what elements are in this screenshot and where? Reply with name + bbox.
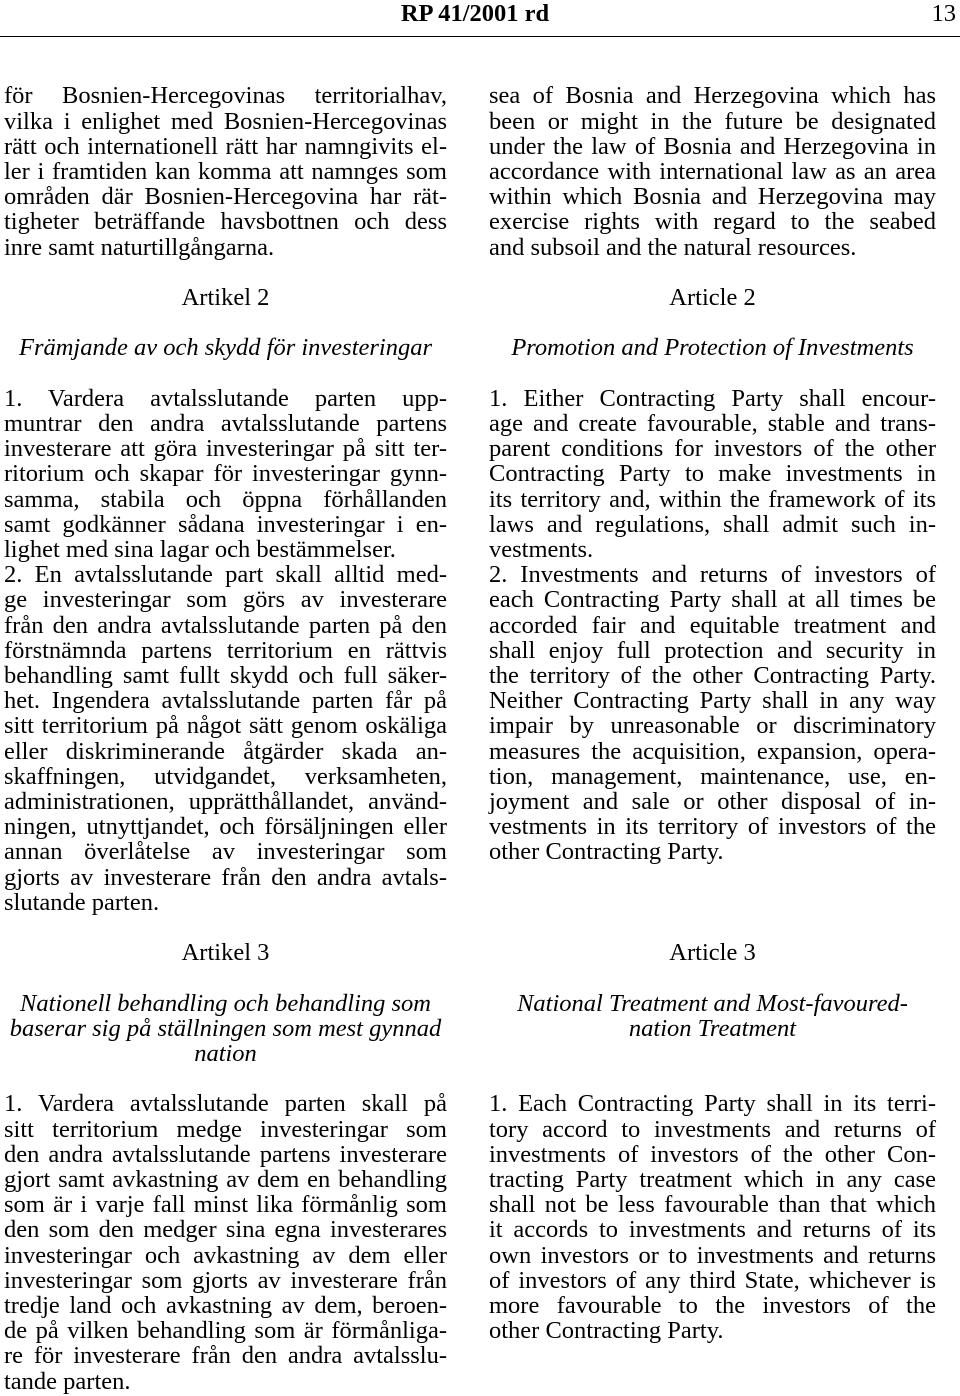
article-heading: Artikel 3 <box>181 939 270 967</box>
text-line: 1. Either Contracting Party shall encour- <box>489 384 936 412</box>
text-line: other Contracting Party. <box>489 1317 724 1345</box>
text-line: it accords to investments and returns of its <box>489 1216 936 1244</box>
text-line: områden där Bosnien-Hercegovina har rät- <box>4 183 447 211</box>
text-line: den andra avtalsslutande partens investerare <box>4 1140 447 1168</box>
text-line: administrationen, upprätthållandet, använd- <box>4 788 447 816</box>
paragraph <box>489 386 936 562</box>
article-title <box>4 335 447 360</box>
text-line: sea of Bosnia and Herzegovina which has <box>489 82 936 110</box>
paragraph <box>4 562 447 915</box>
text-line: own investors or to investments and returns <box>489 1241 936 1269</box>
article-heading: Article 2 <box>669 284 756 311</box>
text-line: 1. Each Contracting Party shall in its terri- <box>489 1090 936 1118</box>
text-line: muntrar den andra avtalsslutande partens <box>4 409 447 437</box>
swedish-column <box>4 0 447 1396</box>
intro-paragraph <box>489 83 936 259</box>
text-line: tory accord to investments and returns of <box>489 1115 936 1143</box>
text-line: gjort samt avkastning av dem en behandling <box>4 1165 447 1193</box>
text-line: vestments. <box>489 535 594 563</box>
text-line: shall not be less favourable than that which <box>489 1191 936 1219</box>
text-line: Contracting Party to make investments in <box>489 460 936 488</box>
article-title-line: Nationell behandling och behandling som <box>19 989 432 1017</box>
text-line: ritorium och skapar för investeringar gynn- <box>4 460 447 488</box>
text-line: samt godkänner sådana investeringar i en- <box>4 510 447 538</box>
text-line: het. Ingendera avtalsslutande parten får på <box>4 687 447 715</box>
text-line: measures the acquisition, expansion, opera- <box>489 737 936 765</box>
text-line: more favourable to the investors of the <box>489 1291 936 1319</box>
paragraph <box>489 562 936 864</box>
text-line: rätt och internationell rätt har namngivits el- <box>4 132 447 160</box>
text-line: från den andra avtalsslutande parten på den <box>4 611 447 639</box>
text-line: Neither Contracting Party shall in any way <box>489 687 936 715</box>
article-heading: Article 3 <box>669 939 756 967</box>
article-title-line: nation <box>194 1039 257 1067</box>
english-column <box>489 0 936 1396</box>
article-title <box>4 991 447 1067</box>
text-line: the territory of the other Contracting Party. <box>489 662 936 689</box>
article-2-section <box>489 285 936 865</box>
text-line: investeringar som gjorts av investerare från <box>4 1266 447 1294</box>
text-line: of investors of any third State, whichever is <box>489 1266 936 1294</box>
text-line: accordance with international law as an area <box>489 158 936 185</box>
article-3-section <box>489 940 936 1343</box>
article-3-section <box>4 940 447 1394</box>
text-line: laws and regulations, shall admit such in- <box>489 510 936 538</box>
article-title-line: nation Treatment <box>628 1014 797 1042</box>
article-title <box>489 991 936 1067</box>
article-title-line: Främjande av och skydd för investeringar <box>18 334 433 362</box>
intro-paragraph <box>4 83 447 259</box>
article-title-line: baserar sig på ställningen som mest gynnad <box>9 1014 442 1042</box>
article-title <box>489 335 936 360</box>
text-line: accorded fair and equitable treatment and <box>489 611 936 639</box>
text-line: annan överlåtelse av investeringar som <box>4 838 447 866</box>
text-line: de på vilken behandling som är förmånliga- <box>4 1317 447 1345</box>
text-line: för Bosnien-Hercegovinas territorialhav, <box>4 82 447 110</box>
text-line: skaffningen, utvidgandet, verksamheten, <box>4 762 447 790</box>
text-line: parent conditions for investors of the other <box>489 435 936 463</box>
text-line: tigheter beträffande havsbottnen och dess <box>4 208 447 236</box>
text-line: and subsoil and the natural resources. <box>489 233 857 261</box>
text-line: re för investerare från den andra avtalsslu- <box>4 1342 447 1370</box>
text-line: sitt territorium medge investeringar som <box>4 1115 447 1143</box>
article-title-line: National Treatment and Most-favoured- <box>517 989 908 1017</box>
text-line: vilka i enlighet med Bosnien-Hercegovinas <box>4 107 447 135</box>
text-line: under the law of Bosnia and Herzegovina in <box>489 132 936 160</box>
text-line: 2. Investments and returns of investors of <box>489 561 936 589</box>
text-line: vestments in its territory of investors of the <box>489 813 936 841</box>
text-line: förstnämnda partens territorium en rättvis <box>4 636 447 664</box>
text-line: age and create favourable, stable and trans- <box>489 409 936 437</box>
text-line: den som den medger sina egna investerares <box>4 1216 447 1244</box>
text-line: other Contracting Party. <box>489 838 724 866</box>
text-line: inre samt naturtillgångarna. <box>4 233 275 261</box>
text-line: samma, stabila och öppna förhållanden <box>4 485 447 513</box>
text-line: 1. Vardera avtalsslutande parten skall på <box>4 1090 447 1118</box>
text-line: exercise rights with regard to the seabed <box>489 208 936 236</box>
text-line: investerare att göra investeringar på sitt ter- <box>4 435 447 463</box>
text-line: lighet med sina lagar och bestämmelser. <box>4 535 396 563</box>
text-line: tande parten. <box>4 1367 131 1395</box>
text-line: 1. Vardera avtalsslutande parten upp- <box>4 384 447 412</box>
text-line: joyment and sale or other disposal of in- <box>489 788 936 816</box>
text-line: eller diskriminerande åtgärder skada an- <box>4 737 447 765</box>
text-line: ge investeringar som görs av investerare <box>4 586 447 614</box>
paragraph <box>489 1091 936 1343</box>
text-line: been or might in the future be designated <box>489 107 936 135</box>
text-line: gjorts av investerare från den andra avtals- <box>4 863 447 891</box>
text-line: ningen, utnyttjandet, och försäljningen eller <box>4 813 447 841</box>
text-line: investeringar och avkastning av dem eller <box>4 1241 447 1269</box>
text-line: investments of investors of the other Con- <box>489 1140 936 1168</box>
text-line: within which Bosnia and Herzegovina may <box>489 183 936 211</box>
article-title-line: Promotion and Protection of Investments <box>511 334 914 362</box>
text-line: tion, management, maintenance, use, en- <box>489 762 936 790</box>
article-heading: Artikel 2 <box>181 284 270 311</box>
text-line: ler i framtiden kan komma att namnges som <box>4 158 447 185</box>
paragraph <box>4 386 447 562</box>
text-line: sitt territorium på något sätt genom oskäliga <box>4 712 447 740</box>
page-number: 13 <box>931 0 956 27</box>
text-line: tredje land och avkastning av dem, beroen- <box>4 1291 447 1319</box>
text-line: impair by unreasonable or discriminatory <box>489 712 936 740</box>
text-line: its territory and, within the framework of its <box>489 485 936 513</box>
document-id: RP 41/2001 rd <box>400 0 550 27</box>
text-line: 2. En avtalsslutande part skall alltid med- <box>4 561 447 589</box>
paragraph <box>4 1091 447 1393</box>
text-line: shall enjoy full protection and security in <box>489 636 936 664</box>
article-2-section <box>4 285 447 915</box>
text-line: som är i varje fall minst lika förmånlig som <box>4 1191 447 1219</box>
text-line: each Contracting Party shall at all times be <box>489 586 936 614</box>
text-line: behandling samt fullt skydd och full säker- <box>4 662 447 689</box>
text-line: tracting Party treatment which in any case <box>489 1165 936 1193</box>
text-line: slutande parten. <box>4 888 160 916</box>
